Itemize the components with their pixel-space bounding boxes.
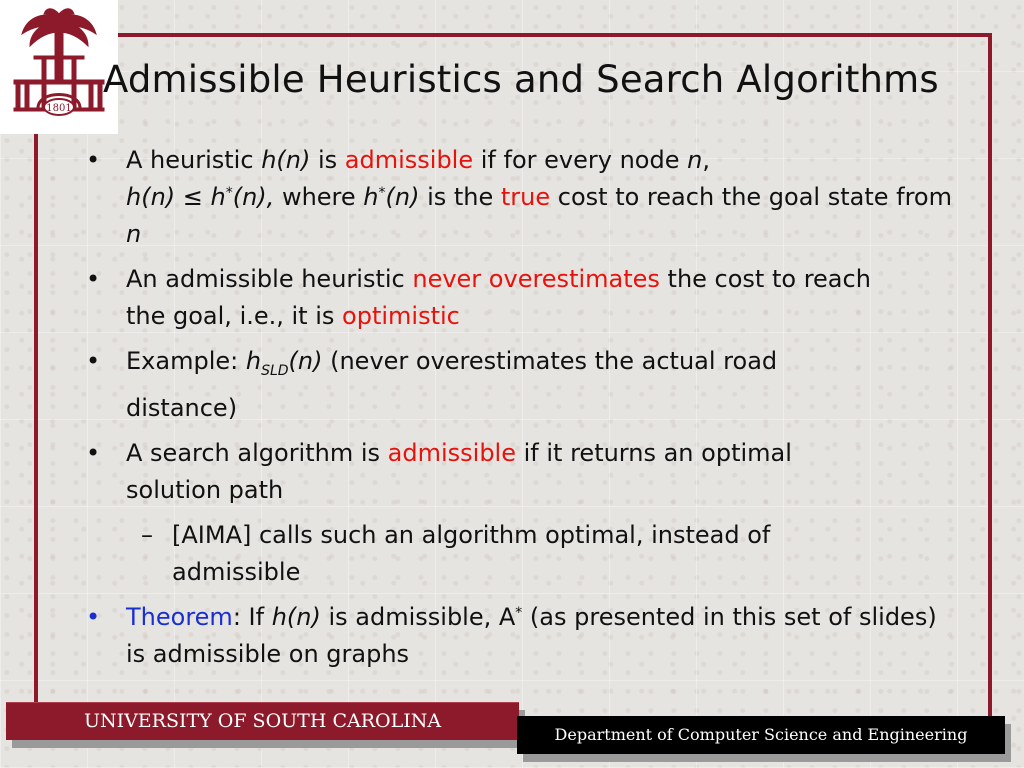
bullet-heuristic-admissible <box>86 142 966 253</box>
palmetto-seal-icon <box>0 0 118 134</box>
bullet-search-algorithm-admissible <box>86 435 886 509</box>
text-segment: A heuristic <box>126 146 262 174</box>
math-n: n <box>687 146 703 174</box>
text-segment: where <box>274 183 364 211</box>
bullet-dot-icon: • <box>86 602 101 631</box>
highlight-admissible: admissible <box>387 438 516 467</box>
math-n-paren: (n) <box>288 347 323 375</box>
slide-content <box>86 142 966 681</box>
text-segment: is the <box>419 183 501 211</box>
superscript-star: * <box>515 604 523 621</box>
highlight-true: true <box>500 183 551 211</box>
sub-bullet-aima <box>86 517 892 591</box>
highlight-theorem: Theorem <box>126 602 233 631</box>
math-hn: h(n) <box>271 602 321 631</box>
math-n: n <box>126 220 142 248</box>
highlight-never-overestimates: never overestimates <box>412 265 660 293</box>
text-segment: is <box>310 146 345 174</box>
logo-year-text: 1801 <box>46 103 72 114</box>
bullet-theorem <box>86 599 946 673</box>
text-segment: [AIMA] calls such an algorithm optimal, instead of admissible <box>172 520 771 586</box>
math-n-paren: (n), <box>232 183 275 211</box>
superscript-star: * <box>225 185 233 201</box>
footer-university-banner: UNIVERSITY OF SOUTH CAROLINA <box>6 702 519 740</box>
subscript-sld: SLD <box>261 362 289 379</box>
bullet-example-hsld <box>86 343 886 427</box>
math-n-paren: (n) <box>385 183 420 211</box>
text-segment: cost to reach the goal state from <box>550 183 952 211</box>
slide-title: Admissible Heuristics and Search Algorithms <box>103 58 939 101</box>
footer-department-banner: Department of Computer Science and Engineering <box>517 716 1005 754</box>
text-segment: is admissible, A <box>320 602 516 631</box>
frame-left-border <box>34 132 38 707</box>
math-hn: h(n) <box>261 146 311 174</box>
university-logo <box>0 0 118 134</box>
highlight-optimistic: optimistic <box>342 302 460 330</box>
superscript-star: * <box>378 185 386 201</box>
math-hn: h(n) <box>126 183 183 211</box>
bullet-dot-icon: • <box>86 347 101 375</box>
bullet-never-overestimates <box>86 261 886 335</box>
frame-top-border <box>118 33 990 37</box>
text-segment: (as presented in this set of slides) is admissible on graphs <box>126 602 937 668</box>
leq-symbol: ≤ <box>182 183 203 211</box>
bullet-dot-icon: • <box>86 438 101 467</box>
math-h: h <box>363 183 379 211</box>
text-segment: : If <box>232 602 272 631</box>
bullet-dot-icon: • <box>86 265 101 293</box>
bullet-dot-icon: • <box>86 146 101 174</box>
text-segment: the cost to reach the goal, i.e., it is <box>126 265 871 330</box>
highlight-admissible: admissible <box>344 146 474 174</box>
text-segment: , <box>702 146 710 174</box>
frame-right-border <box>988 33 992 718</box>
math-h: h <box>245 347 262 375</box>
dash-icon: – <box>141 520 153 549</box>
text-segment: An admissible heuristic <box>126 265 413 293</box>
text-segment: if it returns an optimal solution path <box>126 438 792 504</box>
text-segment: Example: <box>126 347 246 375</box>
text-segment: (never overestimates the actual road distance) <box>126 347 778 422</box>
text-segment: if for every node <box>473 146 688 174</box>
text-segment: A search algorithm is <box>126 438 388 467</box>
math-h: h <box>202 183 226 211</box>
